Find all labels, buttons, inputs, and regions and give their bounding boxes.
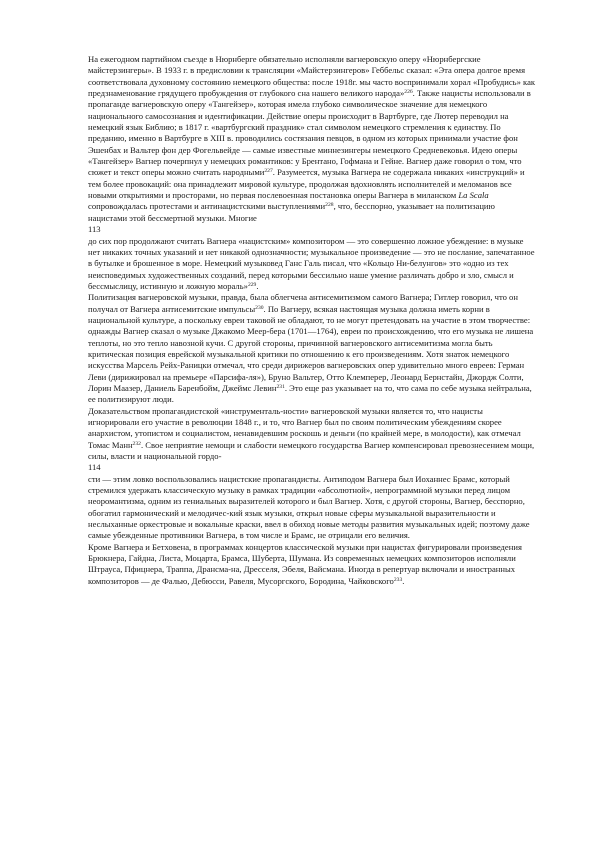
- italic-la-scala: La Scala: [458, 190, 489, 201]
- paragraph-nazi-composer: [88, 236, 536, 293]
- text-run: сопровождалась протестами и антинацистскими выступлениями: [88, 201, 326, 212]
- text-run: . Также нацисты использовали в пропаганде вагнеровскую оперу «Тангейзер», которая имела глубоко символическое значение для немецкого национального самосознания и идентификации. Действие оперы происходит в Вартбурге, где Лютер переводил на немецкий язык Библию; в 1817 г. «вартбургский праздник» стал символом немецкого стремления к единству. По преданию, именно в Вартбурге в XIII в. проводились состязания певцов, в одном из которых принимали участие фон Эшенбах и Вальтер фон дер Фогельвейде — самые известные миннезингеры немецкого Средневековья. Идею оперы «Тангейзер» Вагнер почерпнул у немецких романтиков: у Брентано, Гофмана и Гейне. Вагнер даже говорил о том, что сюжет и текст оперы можно считать народными: [88, 88, 531, 178]
- document-page: [88, 54, 536, 587]
- text-run: Доказательством пропагандистской «инструменталь-ности» вагнеровской музыки является то, что нацисты игнорировали его участие в революции 1848 г., и то, что Вагнер был по своим политическим убеждениям скорее анархистом, утопистом и социалистом, ненавидевшим роскошь и деньги (по крайней мере, в молодости), как отмечал Томас Манн: [88, 405, 521, 450]
- page-number: 113: [88, 224, 101, 235]
- text-run: .: [402, 575, 405, 586]
- text-run: . По Вагнеру, всякая настоящая музыка должна иметь корни в национальной культуре, а поскольку евреи таковой не обладают, то не могут претендовать на участие в этом творчестве: однажды Вагнер сказал о музыке Джакомо Меер-бера (1701—1764), евреи по происхождению, что его музыка не лишена теплоты, но это тепло навозной кучи. С другой стороны, причинной вагнеровского антисемитизма могла быть критическая позиция еврейской музыкальной критики по отношению к его произведениям. Хотя знаток немецкого искусства Марсель Рейх-Раницки отмечал, что среди дирижеров вагнеровских опер удивительно много евреев: Герман Леви (дирижировал на премьере «Парсифа-ля»), Бруно Вальтер, Отто Клемперер, Леонард Бернстайн, Джордж Солти, Лорин Маазер, Даниель Баренбойм, Джеймс Левин: [88, 303, 534, 393]
- paragraph-composers: [88, 542, 536, 587]
- text-run: . Свое неприятие немощи и слабости немецкого государства Вагнер компенсировал превознесением мощи, силы, власти и национальной гордо-: [88, 439, 535, 462]
- text-run: Кроме Вагнера и Бетховена, в программах концертов классической музыки при нацистах фигурировали произведения Брюкнера, Гайдна, Листа, Моцарта, Брамса, Шуберта, Шумана. Из современных немецких композиторов исполняли Штрауса, Пфицнера, Траппа, Дрансма-на, Дресселя, Эбеля, Вайсмана. Иногда в репертуар включали и иностранных композиторов — де Фалью, Дебюсси, Равеля, Мусоргского, Бородина, Чайковского: [88, 541, 522, 586]
- text-run: Политизация вагнеровской музыки, правда, была облегчена антисемитизмом самого Вагнера; Гитлер говорил, что он получал от Вагнера антисемитские импульсы: [88, 292, 518, 314]
- text-run: до сих пор продолжают считать Вагнера «нацистским» композитором — это совершенно ложное убеждение: в музыке нет никаких точных указаний и нет никакой однозначности; музыкальное произведение — это не послание, запечатанное в бутылке и брошенное в море. Немецкий музыковед Ганс Галь писал, что «Кольцо Ни-белунгов» это «одно из тех неисповедимых художественных созданий, перед которыми бессильно наше умение различать добро и зло, смысл и бессмыслицу, истинную и ложную мораль»: [88, 235, 535, 291]
- text-run: На ежегодном партийном съезде в Нюрнберге обязательно исполняли вагнеровскую оперу «Нюрнбергские майстерзингеры». В 1933 г. в предисловии к трансляции «Майстерзингеров» Геббельс сказал: «Эта опера долгое время соответствовала духовному состоянию немецкого общества: после 1918г. мы часто воспринимали хорал «Пробудись» как предзнаменование грядущего пробуждения от глубокого сна нашего великого народа»: [88, 54, 536, 99]
- text-run: сти — этим ловко воспользовались нацистские пропагандисты. Антиподом Вагнера был Иоханнес Брамс, который стремился удержать классическую музыку в рамках традиции «абсолютной», непрограммной музыки перед лицом неоромантизма, одним из гениальных выразителей которого и был Вагнер. Хотя, с другой стороны, Вагнер, бесспорно, обогатил гармонический и мелодичес-кий язык музыки, открыл новые сферы музыкальной выразительности и неслыханные оркестровые и вокальные краски, ввел в обиход новые методы развития музыкальных идей; поэтому даже самые убежденные противники Вагнера, в том числе и Брамс, не отрицали его величия.: [88, 473, 530, 541]
- paragraph-instrumentality: [88, 406, 536, 463]
- paragraph-antisemitism: [88, 292, 536, 405]
- footnote-ref-227: 227: [264, 168, 273, 175]
- text-run: . Это еще раз указывает на то, что сама по себе музыка нейтральна, ее политизируют люди.: [88, 382, 532, 405]
- paragraph-brahms: [88, 474, 536, 542]
- footnote-ref-229: 229: [247, 281, 257, 288]
- paragraph-nuremberg: [88, 54, 536, 224]
- text-run: . Разумеется, музыка Вагнера не содержала никаких «инструкций» и тем более провокаций: она принадлежит мировой культуре, продолжая вдохновлять исполнителей и меломанов все новыми открытиями и просторами, но первая послевоенная постановка оперы Вагнера в миланском: [88, 167, 525, 201]
- text-run: , что, бесспорно, указывает на политизацию нацистами этой бессмертной музыки. Многие: [88, 201, 495, 223]
- footnote-ref-230: 230: [255, 304, 264, 311]
- text-run: .: [256, 280, 259, 291]
- footnote-ref-231: 231: [276, 383, 285, 390]
- footnote-ref-232: 232: [132, 440, 141, 447]
- footnote-ref-233: 233: [393, 576, 403, 583]
- footnote-ref-226: 226: [404, 89, 413, 96]
- page-number: 114: [88, 462, 101, 473]
- footnote-ref-228: 228: [325, 202, 334, 209]
